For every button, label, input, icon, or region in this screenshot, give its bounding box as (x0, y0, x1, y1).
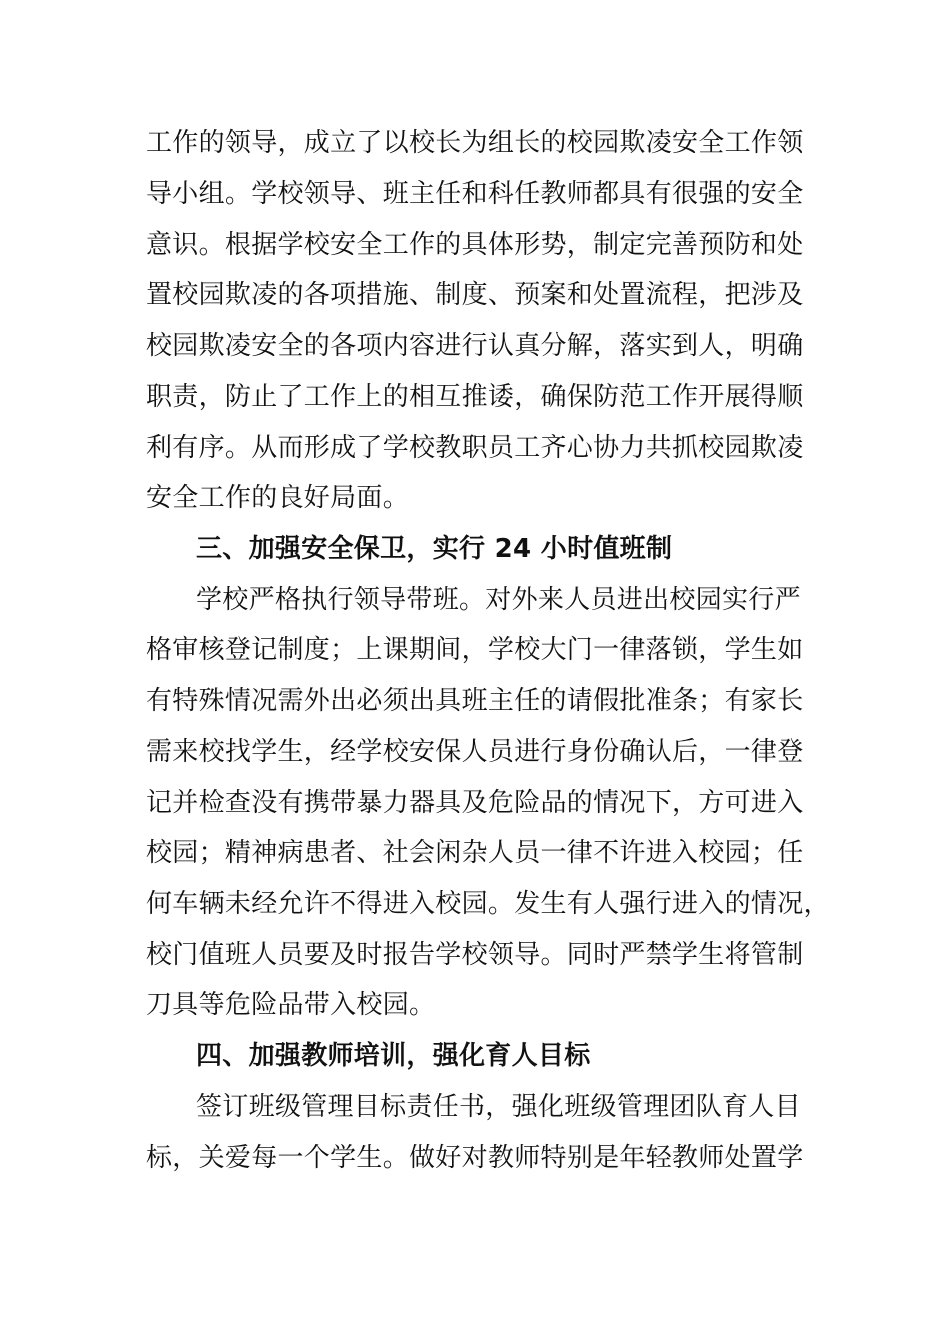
paragraph-line: 安全工作的良好局面。 (146, 483, 410, 513)
paragraph-line: 工作的领导，成立了以校长为组长的校园欺凌安全工作领 (146, 128, 804, 158)
paragraph-line: 记并检查没有携带暴力器具及危险品的情况下，方可进入 (146, 788, 804, 818)
paragraph-line: 格审核登记制度；上课期间，学校大门一律落锁，学生如 (146, 635, 804, 665)
paragraph-line: 有特殊情况需外出必须出具班主任的请假批准条；有家长 (146, 686, 804, 716)
paragraph-line: 置校园欺凌的各项措施、制度、预案和处置流程，把涉及 (146, 280, 804, 310)
section-heading: 四、加强教师培训，强化育人目标 (196, 1041, 591, 1071)
paragraph-line: 校门值班人员要及时报告学校领导。同时严禁学生将管制 (146, 940, 804, 970)
paragraph-line: 标，关爱每一个学生。做好对教师特别是年轻教师处置学 (146, 1143, 804, 1173)
paragraph-line: 签订班级管理目标责任书，强化班级管理团队育人目 (196, 1092, 801, 1122)
paragraph-line: 意识。根据学校安全工作的具体形势，制定完善预防和处 (146, 230, 804, 260)
section-heading: 三、加强安全保卫，实行 24 小时值班制 (196, 534, 673, 564)
paragraph-line: 需来校找学生，经学校安保人员进行身份确认后，一律登 (146, 737, 804, 767)
paragraph-line: 校园；精神病患者、社会闲杂人员一律不许进入校园；任 (146, 838, 804, 868)
paragraph-line: 职责，防止了工作上的相互推诿，确保防范工作开展得顺 (146, 382, 804, 412)
paragraph-line: 学校严格执行领导带班。对外来人员进出校园实行严 (196, 585, 801, 615)
paragraph-line: 利有序。从而形成了学校教职员工齐心协力共抓校园欺凌 (146, 433, 804, 463)
paragraph-line: 导小组。学校领导、班主任和科任教师都具有很强的安全 (146, 179, 804, 209)
paragraph-line: 校园欺凌安全的各项内容进行认真分解，落实到人，明确 (146, 331, 804, 361)
paragraph-line: 何车辆未经允许不得进入校园。发生有人强行进入的情况， (146, 889, 830, 919)
paragraph-line: 刀具等危险品带入校园。 (146, 990, 436, 1020)
